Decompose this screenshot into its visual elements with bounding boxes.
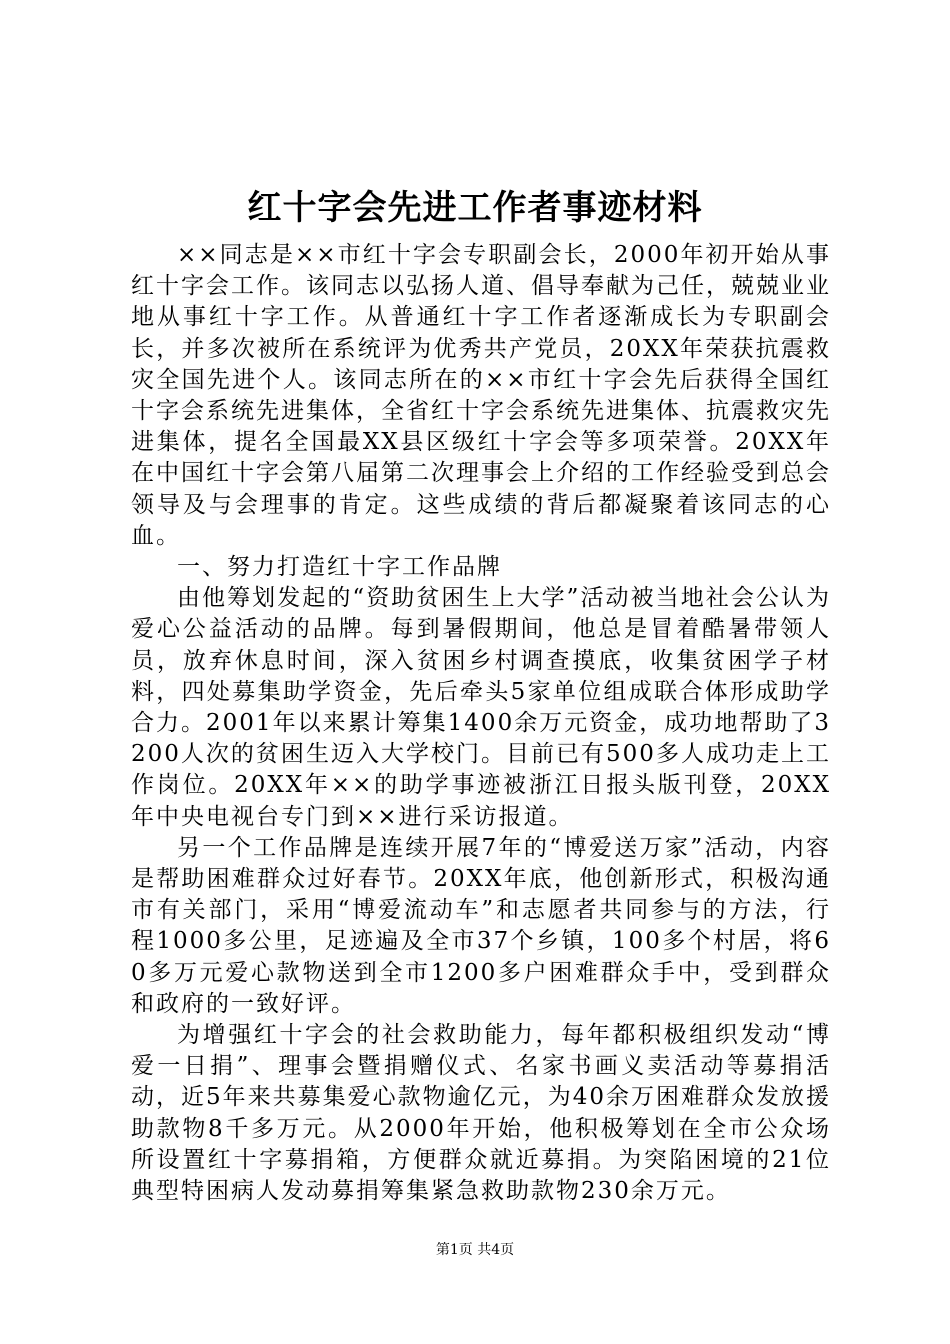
paragraph-scholarship: 由他筹划发起的“资助贫困生上大学”活动被当地社会公认为爱心公益活动的品牌。每到暑假期间，他总是冒着酷暑带领人员，放弃休息时间，深入贫困乡村调查摸底，收集贫困学子材料，四处募集助学资金，先后牵头5家单位组成联合体形成助学合力。2001年以来累计筹集1400余万元资金，成功地帮助了3200人次的贫困生迈入大学校门。目前已有500多人成功走上工作岗位。20XX年××的助学事迹被浙江日报头版刊登，20XX年中央电视台专门到××进行采访报道。 — [131, 585, 831, 830]
section-heading: 一、努力打造红十字工作品牌 — [177, 554, 502, 581]
document-title: 红十字会先进工作者事迹材料 — [247, 188, 703, 228]
paragraph-intro: ××同志是××市红十字会专职副会长，2000年初开始从事红十字会工作。该同志以弘扬人道、倡导奉献为己任，兢兢业业地从事红十字工作。从普通红十字工作者逐渐成长为专职副会长，并多次被所在系统评为优秀共产党员，20XX年荣获抗震救灾全国先进个人。该同志所在的××市红十字会先后获得全国红十字会系统先进集体，全省红十字会系统先进集体、抗震救灾先进集体，提名全国最XX县区级红十字会等多项荣誉。20XX年在中国红十字会第八届第二次理事会上介绍的工作经验受到总会领导及与会理事的肯定。这些成绩的背后都凝聚着该同志的心血。 — [131, 242, 831, 549]
paragraph-donation: 为增强红十字会的社会救助能力，每年都积极组织发动“博爱一日捐”、理事会暨捐赠仪式、名家书画义卖活动等募捐活动，近5年来共募集爱心款物逾亿元，为40余万困难群众发放援助款物8千多万元。从2000年开始，他积极筹划在全市公众场所设置红十字募捐箱，方便群众就近募捐。为突陷困境的21位典型特困病人发动募捐筹集紧急救助款物230余万元。 — [131, 1022, 831, 1205]
paragraph-spring-festival: 另一个工作品牌是连续开展7年的“博爱送万家”活动，内容是帮助困难群众过好春节。20XX年底，他创新形式，积极沟通市有关部门，采用“博爱流动车”和志愿者共同参与的方法，行程1000多公里，足迹遍及全市37个乡镇，100多个村居，将60多万元爱心款物送到全市1200多户困难群众手中，受到群众和政府的一致好评。 — [131, 834, 831, 1017]
document-body — [131, 240, 831, 1207]
page-footer: 第1页 共4页 — [435, 1242, 515, 1258]
